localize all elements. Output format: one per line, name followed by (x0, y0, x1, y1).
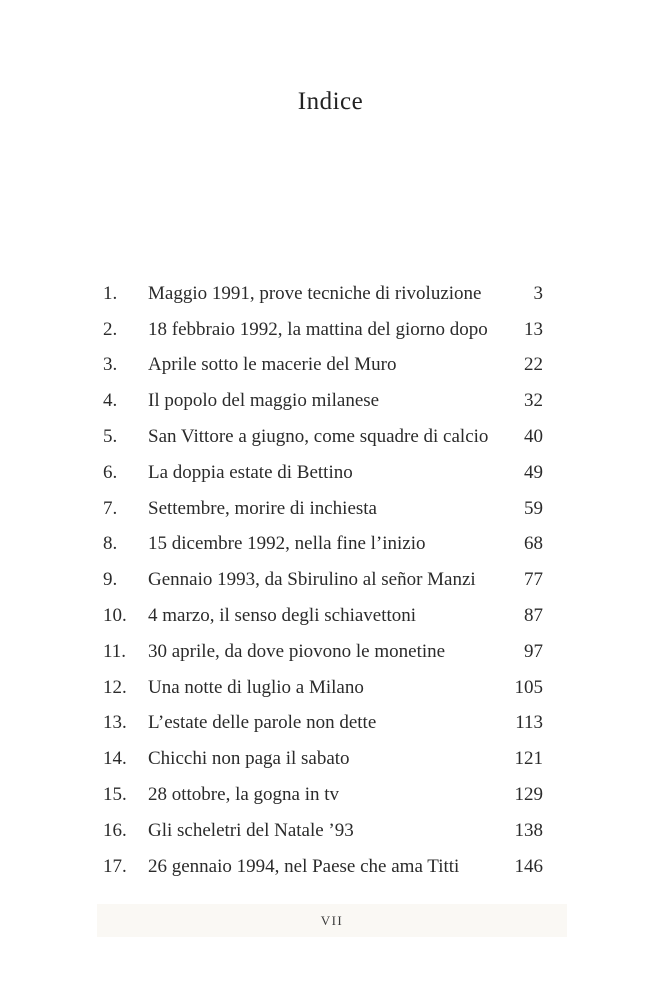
toc-row (103, 813, 543, 849)
toc-entry-number: 7. (103, 497, 118, 519)
toc-entry-page: 105 (514, 676, 543, 698)
toc-entry-title: Gli scheletri del Natale ’93 (148, 819, 354, 841)
toc-entry-number: 15. (103, 784, 127, 806)
toc-entry-title: Chicchi non paga il sabato (148, 748, 350, 770)
toc-row (103, 670, 543, 706)
toc-entry-page: 3 (533, 282, 543, 304)
toc-row (103, 348, 543, 384)
toc-entry-title: 4 marzo, il senso degli schiavettoni (148, 605, 417, 627)
toc-entry-page: 68 (524, 533, 543, 555)
toc-row (103, 491, 543, 527)
toc-entry-number: 8. (103, 533, 118, 555)
toc-entry-number: 17. (103, 855, 127, 877)
folio-page-number: VII (320, 912, 344, 928)
toc-entry-page: 40 (524, 426, 543, 448)
toc-entry-number: 4. (103, 390, 118, 412)
toc-entry-page: 77 (524, 569, 543, 591)
toc-entry-page: 22 (524, 354, 543, 376)
toc-entry-page: 129 (514, 784, 543, 806)
toc-row (103, 276, 543, 312)
toc-entry-number: 11. (103, 640, 127, 662)
toc-entry-number: 2. (103, 318, 118, 340)
toc-entry-page: 121 (514, 748, 543, 770)
toc-row (103, 527, 543, 563)
toc-entry-number: 9. (103, 569, 118, 591)
toc-entry-title: 28 ottobre, la gogna in tv (148, 784, 340, 806)
toc-entry-title: 15 dicembre 1992, nella fine l’inizio (148, 533, 426, 555)
toc-entry-title: San Vittore a giugno, come squadre di calcio (148, 426, 489, 448)
toc-row (103, 383, 543, 419)
toc-row (103, 849, 543, 885)
toc-entry-title: Gennaio 1993, da Sbirulino al señor Manzi (148, 569, 476, 591)
toc-entry-title: 18 febbraio 1992, la mattina del giorno dopo (148, 318, 488, 340)
toc-entry-title: Il popolo del maggio milanese (148, 390, 380, 412)
toc-entry-number: 3. (103, 354, 118, 376)
toc-entry-title: Settembre, morire di inchiesta (148, 497, 377, 519)
toc-entry-page: 138 (514, 819, 543, 841)
toc-entry-number: 16. (103, 819, 127, 841)
toc-entry-title: 30 aprile, da dove piovono le monetine (148, 640, 446, 662)
toc-row (103, 634, 543, 670)
toc-entry-number: 13. (103, 712, 127, 734)
toc-entry-title: L’estate delle parole non dette (148, 712, 377, 734)
toc-entry-page: 32 (524, 390, 543, 412)
toc-entry-title: La doppia estate di Bettino (148, 461, 353, 483)
toc-row (103, 562, 543, 598)
toc-list (103, 276, 543, 885)
toc-entry-number: 12. (103, 676, 127, 698)
toc-row (103, 312, 543, 348)
toc-entry-title: Aprile sotto le macerie del Muro (148, 354, 397, 376)
toc-row (103, 741, 543, 777)
toc-entry-page: 146 (514, 855, 543, 877)
toc-entry-page: 59 (524, 497, 543, 519)
toc-entry-page: 13 (524, 318, 543, 340)
toc-entry-page: 113 (515, 712, 543, 734)
toc-entry-title: Una notte di luglio a Milano (148, 676, 364, 698)
toc-entry-page: 97 (524, 640, 543, 662)
toc-entry-number: 10. (103, 605, 127, 627)
toc-entry-number: 5. (103, 426, 118, 448)
toc-row (103, 598, 543, 634)
toc-row (103, 777, 543, 813)
toc-row (103, 706, 543, 742)
toc-entry-title: Maggio 1991, prove tecniche di rivoluzione (148, 282, 482, 304)
toc-entry-number: 6. (103, 461, 118, 483)
toc-entry-page: 87 (524, 605, 543, 627)
footer-band (97, 904, 567, 937)
toc-row (103, 419, 543, 455)
toc-entry-title: 26 gennaio 1994, nel Paese che ama Titti (148, 855, 460, 877)
toc-entry-number: 1. (103, 282, 118, 304)
page-title: Indice (297, 88, 364, 115)
toc-row (103, 455, 543, 491)
toc-entry-number: 14. (103, 748, 127, 770)
toc-entry-page: 49 (524, 461, 543, 483)
